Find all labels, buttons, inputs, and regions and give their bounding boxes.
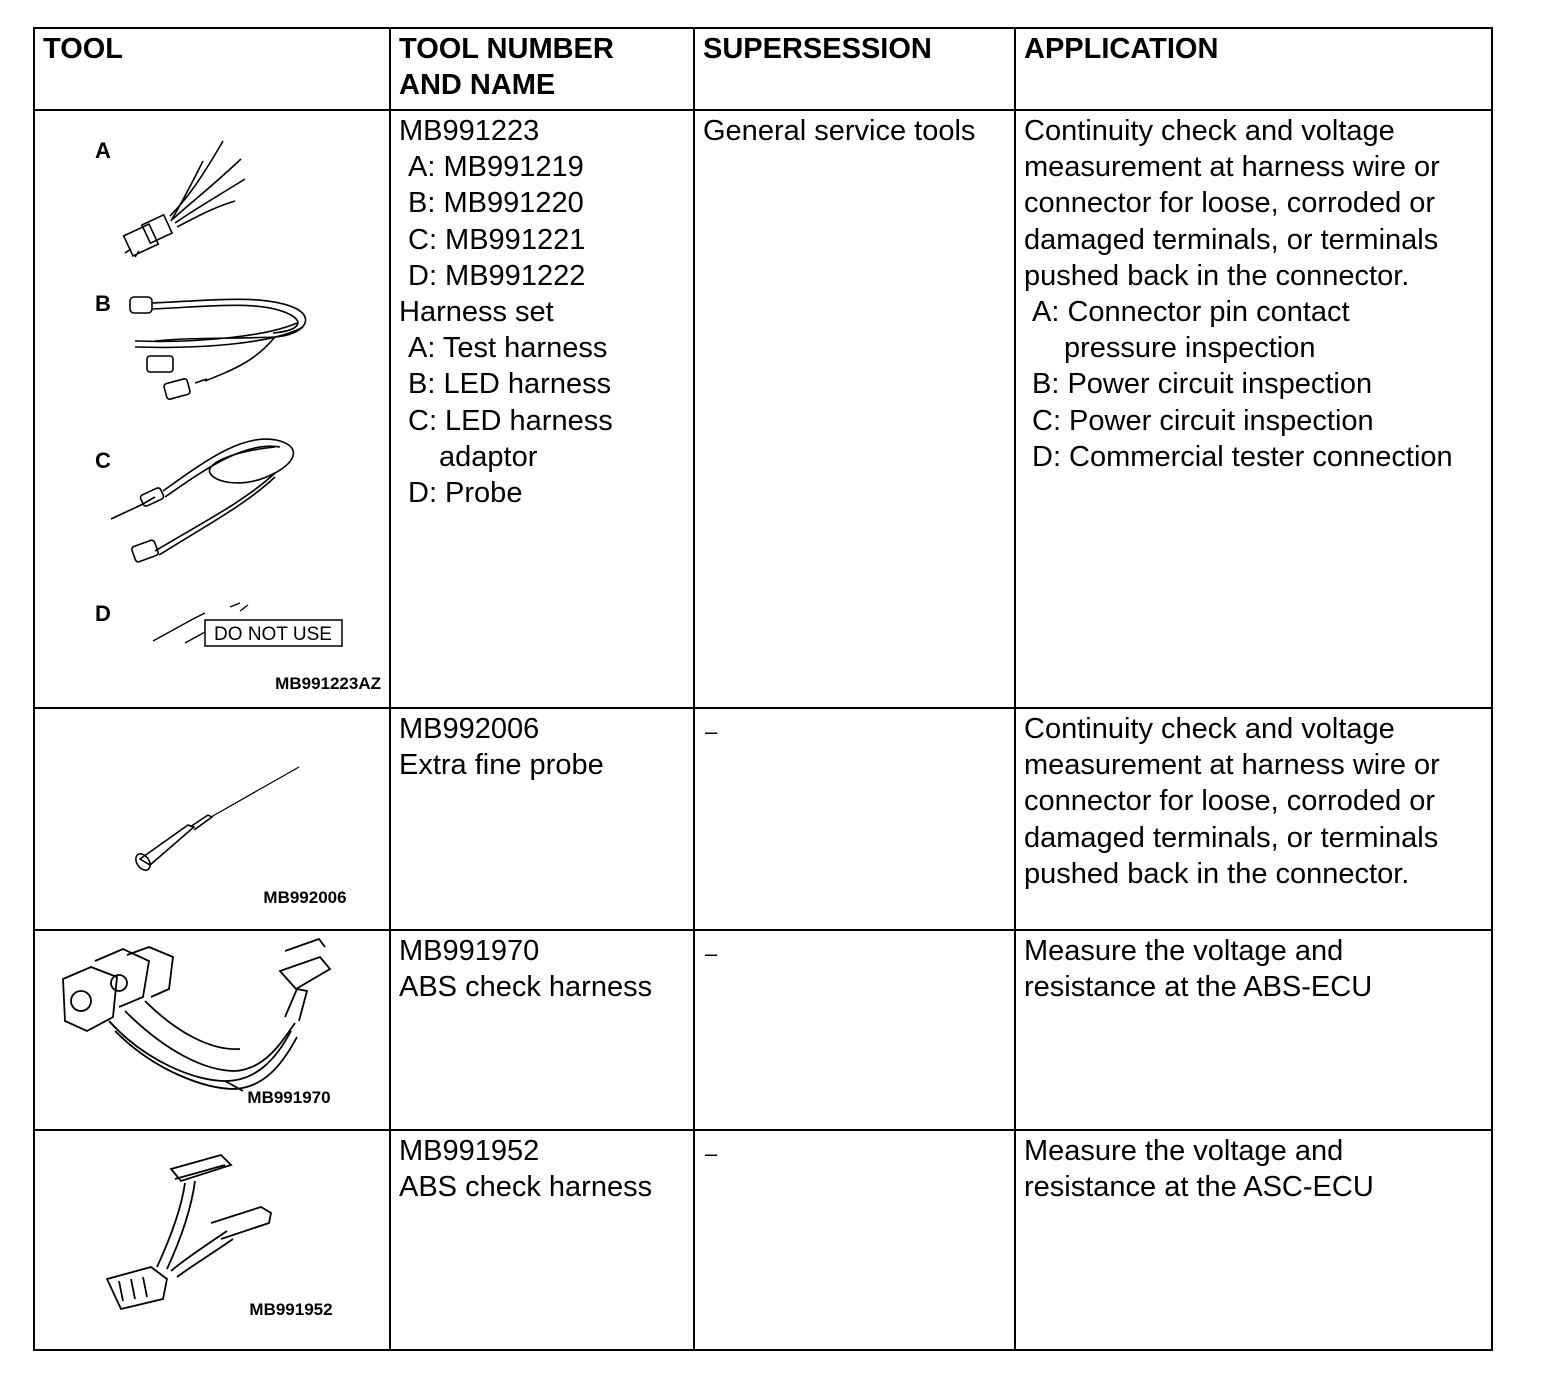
header-supersession: SUPERSESSION <box>694 28 1015 110</box>
abs-check-harness-icon <box>63 939 330 1091</box>
application-line: damaged terminals, or terminals <box>1024 223 1439 256</box>
label-a: A <box>95 138 111 163</box>
application-line: damaged terminals, or terminals <box>1024 821 1439 854</box>
sub-tool-name: D: Probe <box>408 477 523 510</box>
supersession-cell <box>694 930 1015 1130</box>
supersession-cell <box>694 1130 1015 1350</box>
figure-code: MB991223AZ <box>275 674 381 693</box>
application-line: pushed back in the connector. <box>1024 857 1410 890</box>
application-line: Continuity check and voltage <box>1024 713 1395 745</box>
tool-illustration-cell <box>34 1130 390 1350</box>
supersession-text: – <box>705 719 718 744</box>
asc-check-harness-icon <box>107 1155 271 1309</box>
supersession-cell <box>694 110 1015 708</box>
led-harness-icon <box>130 297 306 400</box>
do-not-use-label: DO NOT USE <box>214 624 332 645</box>
extra-fine-probe-icon <box>133 767 299 873</box>
asc-check-harness-illustration <box>35 1131 387 1349</box>
tool-number: MB992006 <box>399 713 540 745</box>
figure-code: MB991952 <box>249 1300 333 1319</box>
table-row <box>34 708 1492 930</box>
application-line: resistance at the ABS-ECU <box>1024 971 1373 1004</box>
tool-number: MB991223 <box>399 115 540 147</box>
application-line: C: Power circuit inspection <box>1032 404 1374 437</box>
abs-check-harness-illustration <box>35 931 387 1129</box>
supersession-text: – <box>705 1141 718 1166</box>
application-line: Continuity check and voltage <box>1024 115 1395 147</box>
sub-tool-number: A: MB991219 <box>408 151 584 184</box>
sub-tool-name: B: LED harness <box>408 368 612 401</box>
application-line: B: Power circuit inspection <box>1032 368 1373 401</box>
tool-number: MB991952 <box>399 1135 540 1167</box>
header-row <box>34 28 1492 110</box>
application-line: Measure the voltage and <box>1024 1135 1344 1167</box>
tool-name: ABS check harness <box>399 971 653 1004</box>
application-line: pushed back in the connector. <box>1024 259 1410 292</box>
led-harness-adaptor-icon <box>111 439 293 563</box>
header-tool-number-name: TOOL NUMBER AND NAME <box>390 28 694 110</box>
table-row <box>34 1130 1492 1350</box>
extra-fine-probe-illustration <box>35 709 387 929</box>
tool-name: Harness set <box>399 296 554 329</box>
header-application: APPLICATION <box>1015 28 1492 110</box>
tool-illustration-cell <box>34 930 390 1130</box>
application-line: resistance at the ASC-ECU <box>1024 1171 1374 1204</box>
application-line: measurement at harness wire or <box>1024 749 1440 782</box>
sub-tool-number: D: MB991222 <box>408 259 586 292</box>
application-cell <box>1015 110 1492 708</box>
tool-illustration-cell <box>34 110 390 708</box>
application-line: A: Connector pin contact <box>1032 296 1350 329</box>
tool-number-cell <box>390 1130 694 1350</box>
application-line: measurement at harness wire or <box>1024 151 1440 184</box>
sub-tool-name: adaptor <box>439 440 538 473</box>
tool-number: MB991970 <box>399 935 540 967</box>
application-cell <box>1015 930 1492 1130</box>
sub-tool-name: C: LED harness <box>408 404 613 437</box>
sub-tool-number: C: MB991221 <box>408 223 586 256</box>
application-line: pressure inspection <box>1064 332 1316 365</box>
tool-number-cell <box>390 110 694 708</box>
figure-code: MB991970 <box>247 1088 331 1107</box>
tool-number-cell <box>390 708 694 930</box>
supersession-text: General service tools <box>703 115 976 147</box>
supersession-text: – <box>705 941 718 966</box>
application-cell <box>1015 1130 1492 1350</box>
test-harness-icon <box>124 141 245 257</box>
special-tools-table <box>33 27 1493 1351</box>
tool-name: Extra fine probe <box>399 749 604 782</box>
application-line: connector for loose, corroded or <box>1024 785 1436 818</box>
label-c: C <box>95 448 111 473</box>
label-b: B <box>95 291 111 316</box>
harness-set-illustration <box>35 111 387 707</box>
application-line: Measure the voltage and <box>1024 935 1344 967</box>
supersession-cell <box>694 708 1015 930</box>
tool-name: ABS check harness <box>399 1171 653 1204</box>
application-line: connector for loose, corroded or <box>1024 187 1436 220</box>
sub-tool-number: B: MB991220 <box>408 187 584 220</box>
table-row <box>34 110 1492 708</box>
sub-tool-name: A: Test harness <box>408 332 608 365</box>
application-cell <box>1015 708 1492 930</box>
figure-code: MB992006 <box>263 888 347 907</box>
header-tool: TOOL <box>34 28 390 110</box>
label-d: D <box>95 601 111 626</box>
tool-number-cell <box>390 930 694 1130</box>
application-line: D: Commercial tester connection <box>1032 440 1453 473</box>
tool-illustration-cell <box>34 708 390 930</box>
table-row <box>34 930 1492 1130</box>
